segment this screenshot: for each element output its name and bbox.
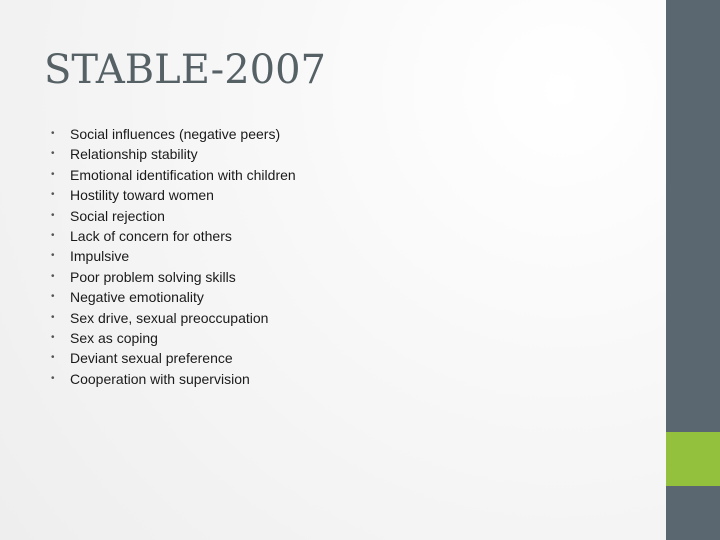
bullet-item: [51, 369, 296, 389]
bullet-text: Negative emotionality: [70, 289, 204, 306]
bullet-icon: •: [51, 168, 55, 180]
bullet-text: Social influences (negative peers): [70, 126, 281, 142]
side-bar-bottom-block: [666, 486, 720, 540]
bullet-item: [51, 246, 296, 266]
side-bar: [666, 0, 720, 540]
bullet-text: Emotional identification with children: [70, 166, 296, 183]
bullet-icon: •: [51, 128, 55, 139]
bullet-icon: •: [51, 270, 55, 282]
bullet-text: Impulsive: [70, 248, 130, 265]
bullet-item: [51, 308, 296, 328]
bullet-item: [51, 267, 296, 287]
bullet-text: Lack of concern for others: [70, 227, 232, 244]
bullet-item: [51, 206, 296, 226]
bullet-icon: •: [51, 189, 55, 201]
bullet-icon: •: [51, 209, 55, 221]
bullet-icon: •: [51, 229, 55, 241]
bullet-text: Social rejection: [70, 207, 165, 224]
bullet-icon: •: [51, 250, 55, 262]
side-bar-accent-block: [666, 432, 720, 486]
bullet-item: [51, 185, 296, 205]
bullet-item: [51, 144, 296, 164]
bullet-item: [51, 226, 296, 246]
bullet-icon: •: [51, 148, 55, 160]
bullet-item: [51, 165, 296, 185]
bullet-icon: •: [51, 331, 55, 343]
bullet-icon: •: [51, 291, 55, 303]
bullet-item: [51, 348, 296, 368]
bullet-text: Sex drive, sexual preoccupation: [70, 309, 269, 326]
bullet-text: Poor problem solving skills: [70, 268, 236, 285]
bullet-item: [51, 328, 296, 348]
slide-title: STABLE-2007: [44, 47, 326, 93]
bullet-text: Deviant sexual preference: [70, 350, 233, 367]
bullet-list: [51, 124, 296, 389]
bullet-text: Relationship stability: [70, 146, 198, 163]
bullet-icon: •: [51, 352, 55, 364]
bullet-text: Cooperation with supervision: [70, 370, 250, 387]
side-bar-top-block: [666, 0, 720, 432]
bullet-icon: •: [51, 311, 55, 323]
bullet-icon: •: [51, 372, 55, 384]
bullet-text: Sex as coping: [70, 329, 158, 346]
bullet-text: Hostility toward women: [70, 187, 214, 204]
bullet-item: [51, 287, 296, 307]
bullet-item: [51, 124, 296, 144]
